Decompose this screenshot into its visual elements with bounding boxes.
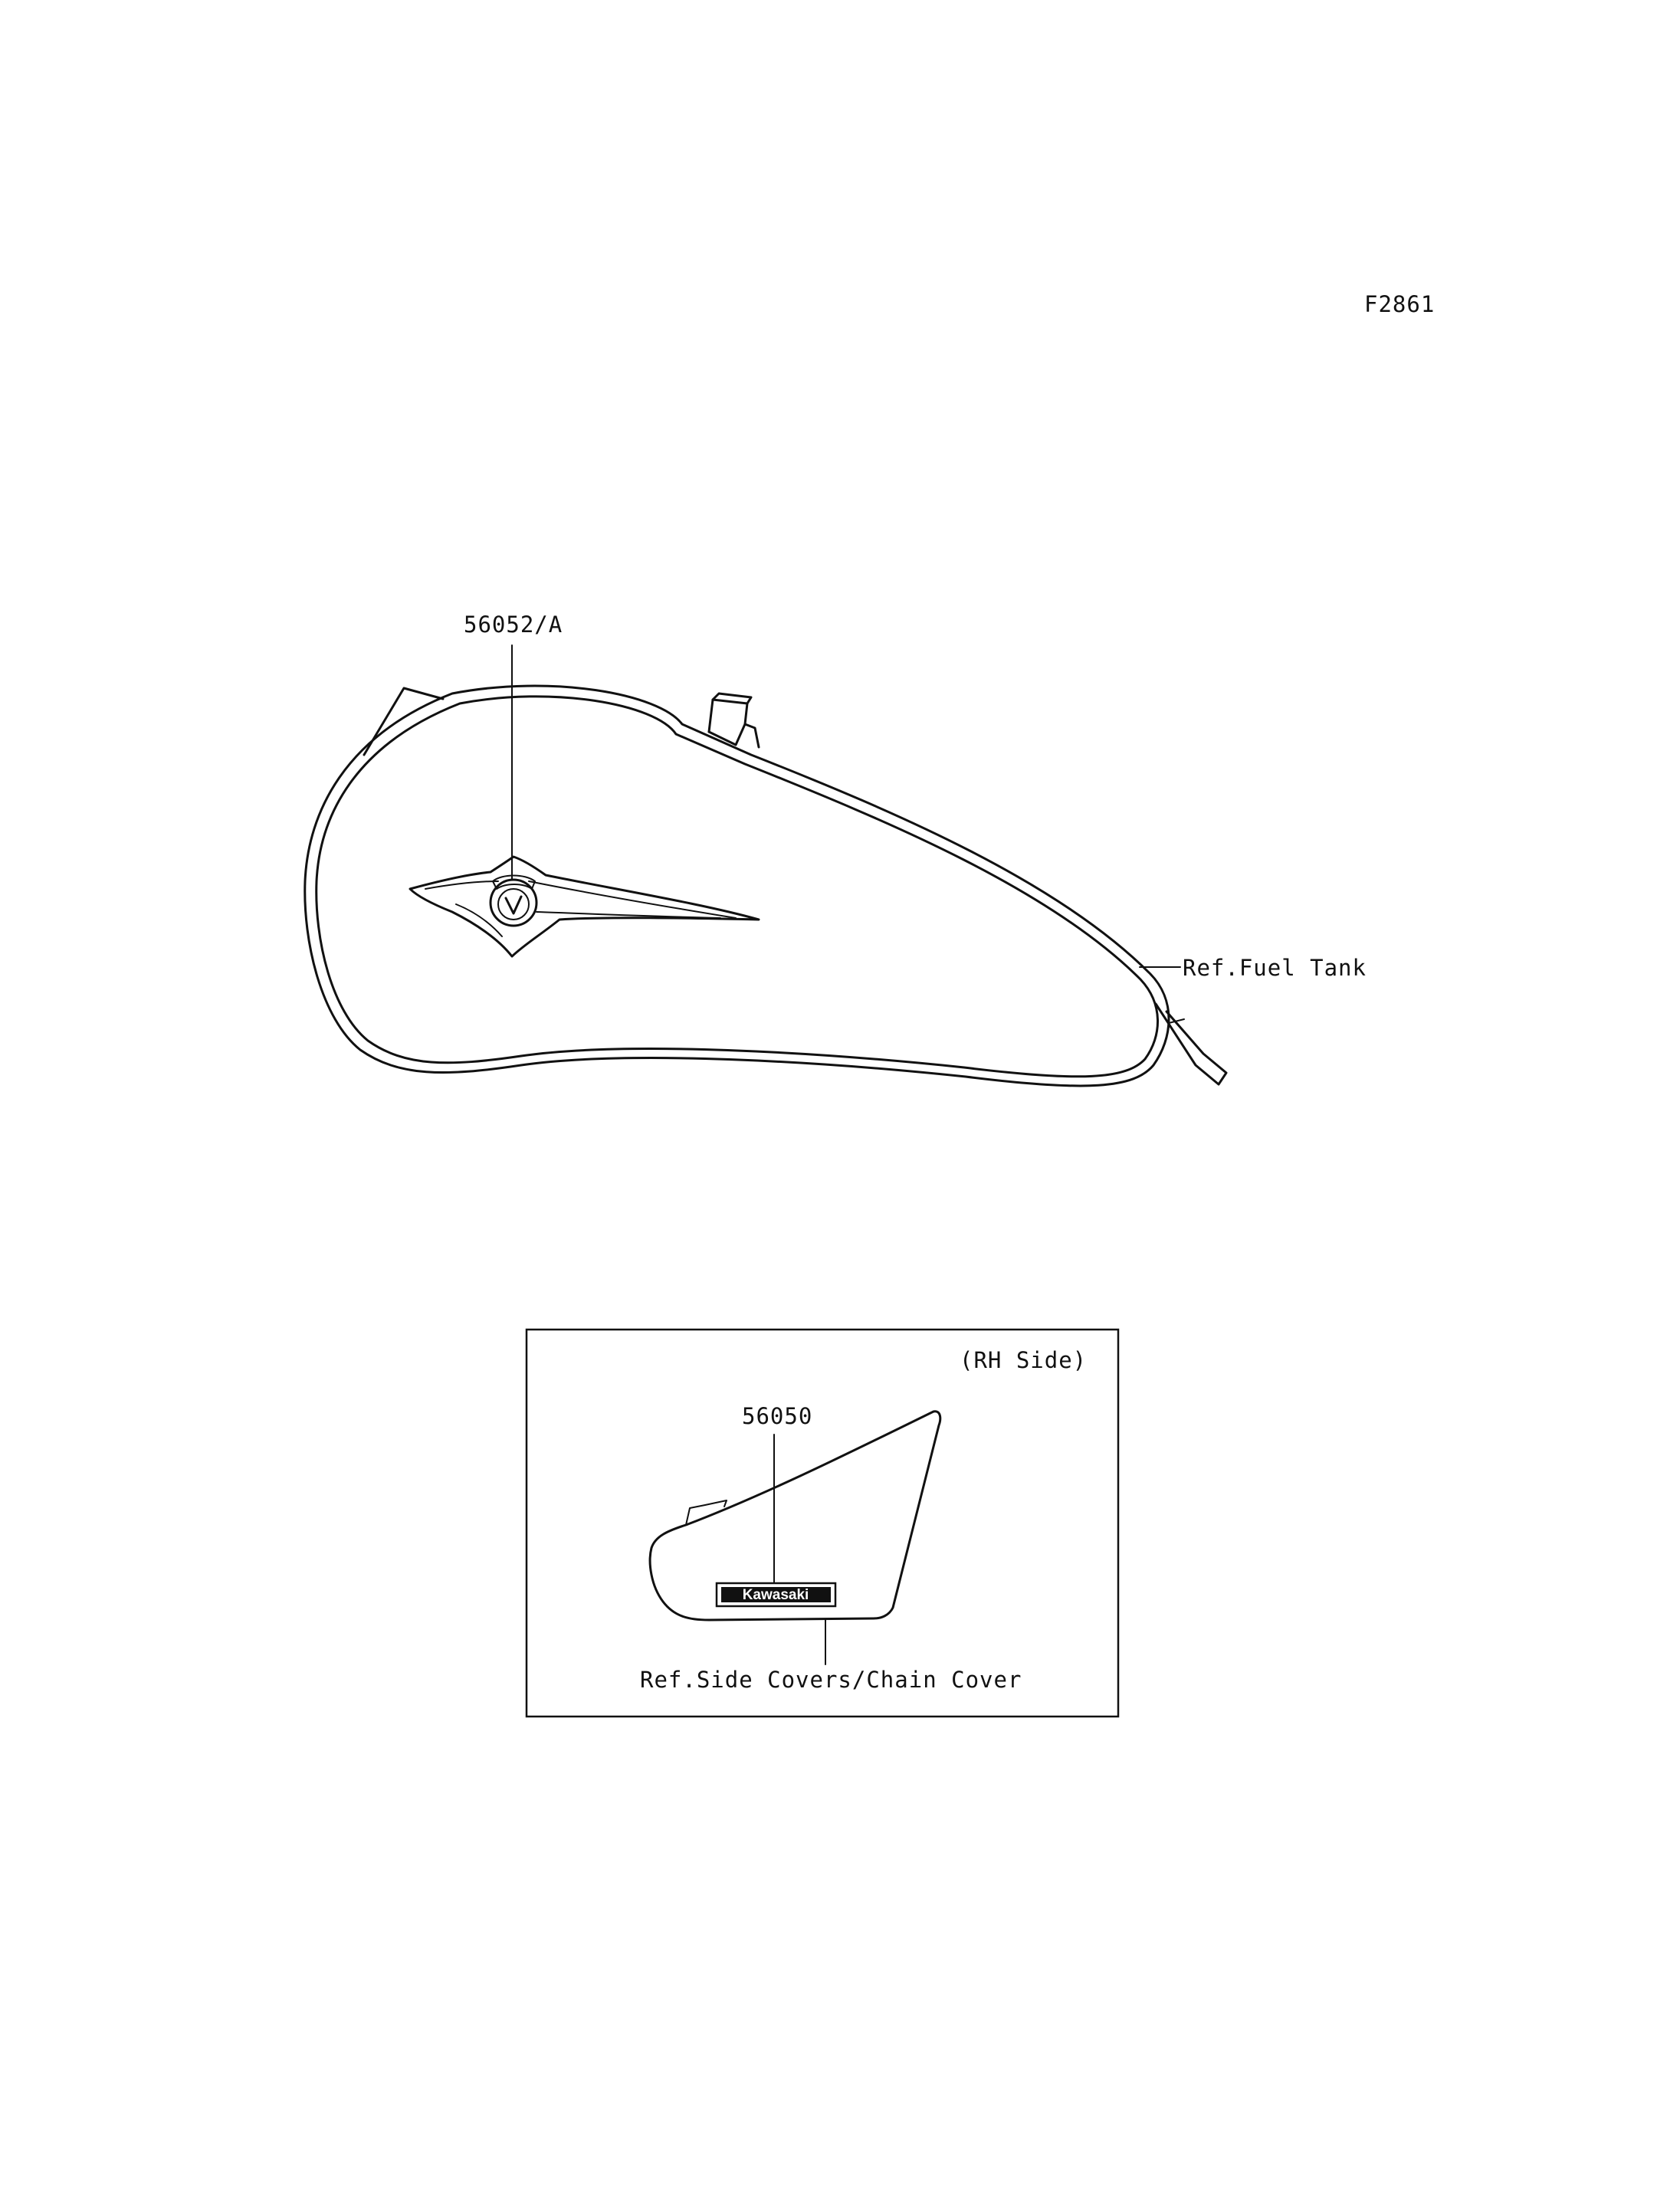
figure-code: F2861 bbox=[1364, 291, 1436, 317]
side-cover-ref-label: Ref.Side Covers/Chain Cover bbox=[640, 1667, 1022, 1693]
emblem-badge bbox=[410, 857, 759, 956]
side-cover-drawing bbox=[650, 1412, 940, 1664]
side-cover-inset-frame bbox=[527, 1330, 1118, 1717]
fuel-tank-part-label: 56052/A bbox=[464, 612, 563, 638]
side-label: (RH Side) bbox=[960, 1347, 1088, 1373]
side-cover-part-label: 56050 bbox=[742, 1403, 813, 1429]
fuel-tank-drawing bbox=[305, 645, 1226, 1086]
kawasaki-decal bbox=[717, 1583, 835, 1606]
fuel-tank-ref-label: Ref.Fuel Tank bbox=[1183, 955, 1367, 981]
decal-text: Kawasaki bbox=[742, 1587, 809, 1603]
